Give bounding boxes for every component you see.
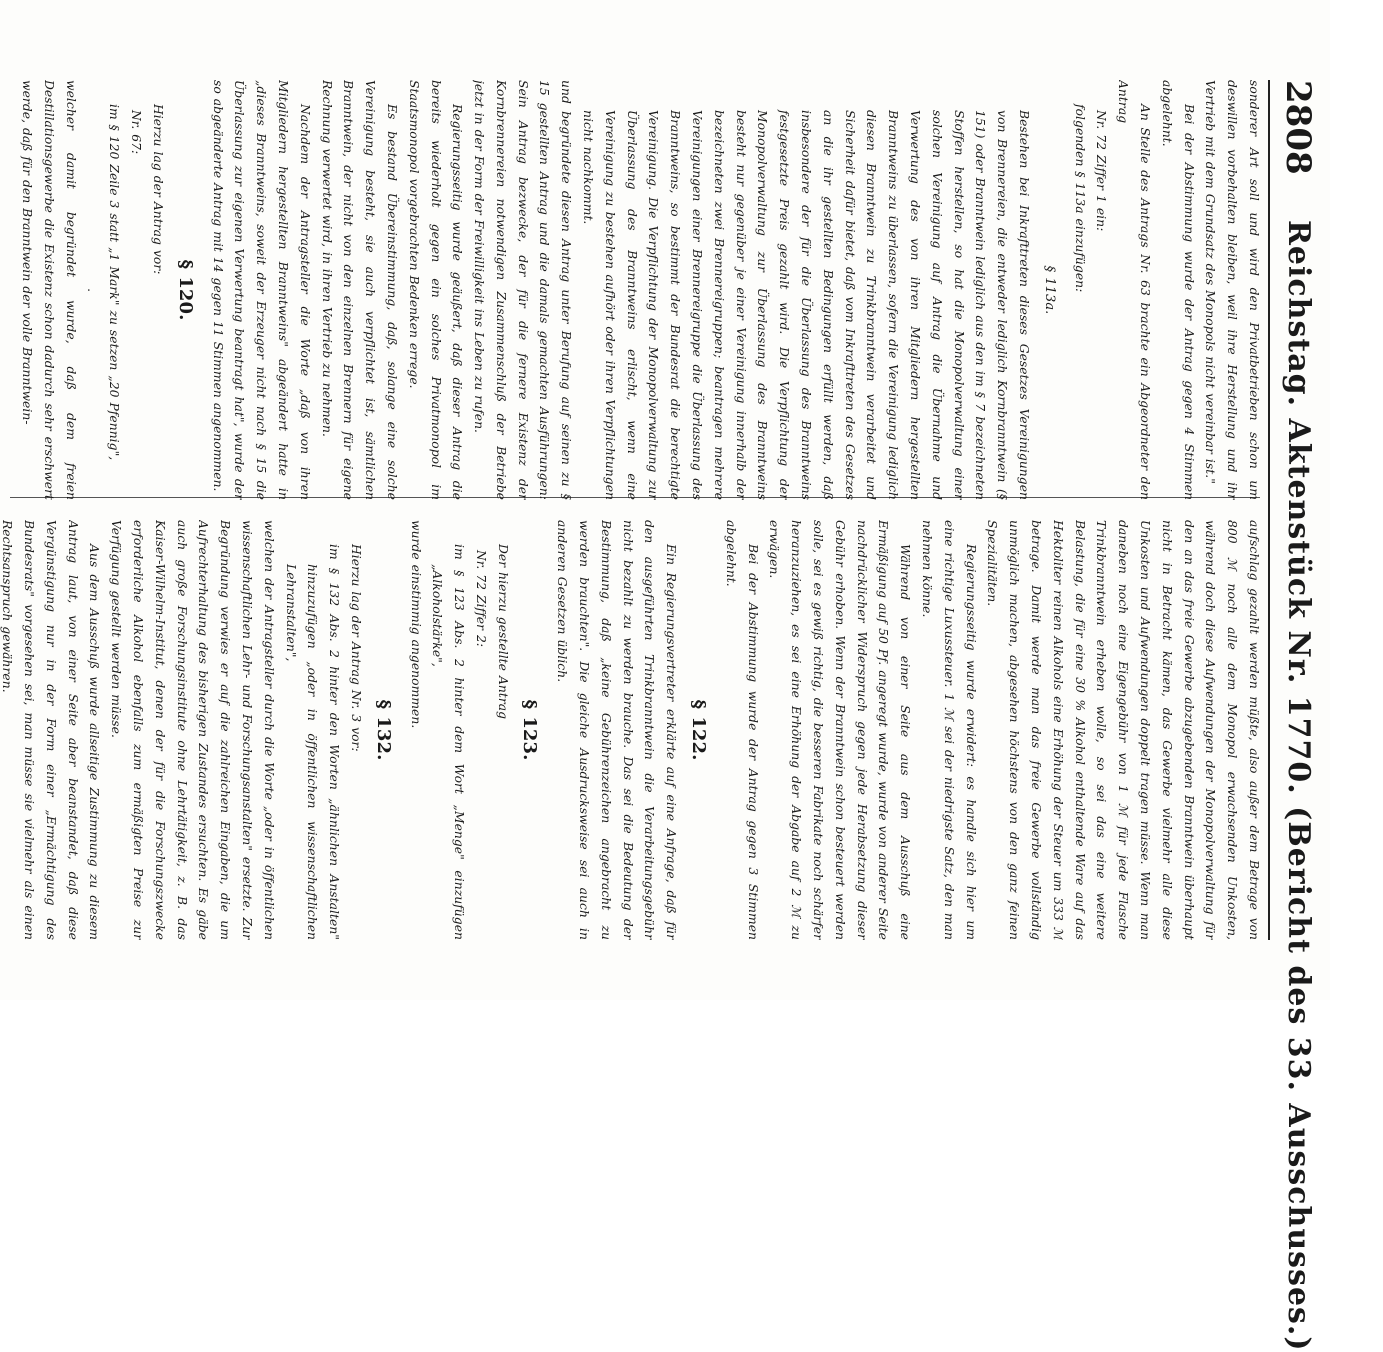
paragraph: Während von einer Seite aus dem Ausschuß eine Ermäßigung auf 50 Pf. angeregt wurde, wurde von anderer Seite nachdrücklicher Widerspruch gegen jede Herabsetzung dieser Gebühr erhoben. Wenn der Branntwein schon besteuert werden solle, sei es gewiß richtig, die besseren Fabrikate noch schärfer heranzuziehen, es sei eine Erhöhung der Abgabe auf 2 ℳ zu erwägen. (767, 520, 913, 940)
left-column (0, 80, 1264, 500)
section-heading-120: § 120. (174, 259, 196, 321)
paragraph: welcher damit begründet wurde, daß dem freien Destillationsgewerbe die Existenz schon dadurch sehr erschwert werde, daß für den Branntwein der volle Branntwein- (19, 80, 78, 500)
section-heading-113a: § 113a. (1041, 265, 1057, 315)
paragraph: sonderer Art soll und wird den Privatbetrieben schon um deswillen vorbehalten bleiben, weil ihre Herstellung und ihr Vertrieb mit dem Grundsatz des Monopols nicht vereinbar ist." (1203, 80, 1261, 500)
paragraph: Bei der Abstimmung wurde der Antrag gegen 4 Stimmen abgelehnt. (1159, 80, 1196, 500)
paragraph: Regierungsseitig wurde geäußert, daß dieser Antrag die bereits wiederholt gegen ein solches Privatmonopol im Staatsmonopol vorgebrachten Bedenken errege. (406, 80, 465, 500)
paragraph: An Stelle des Antrags Nr. 63 brachte ein Abgeordneter den Antrag (1116, 80, 1153, 500)
paragraph: Bei der Abstimmung wurde der Antrag gegen 3 Stimmen abgelehnt. (723, 520, 760, 940)
running-title: Reichstag. Aktenstück Nr. 1770. (Bericht des 33. Ausschusses.) (1281, 220, 1316, 1352)
paragraph: Hierzu lag der Antrag Nr. 3 vor: (348, 544, 363, 752)
paragraph: Regierungsseitig wurde erwidert: es handle sich hier um eine richtige Luxussteuer. 1 ℳ sei der niedrigste Satz, den man nehmen könne. (920, 520, 978, 940)
motion-text: im § 123 Abs. 2 hinter dem Wort „Menge" einzufügen „Alkoholstärke", (430, 544, 467, 940)
header-rule (1268, 80, 1270, 940)
section-heading-123: § 123. (519, 699, 541, 761)
paragraph: welchen der Antragsteller durch die Worte „oder in öffentlichen wissenschaftlichen Lehr- und Forschungsanstalten" ersetzte. Zur Begründung verwies er auf die zahlreichen Eingaben, die um Aufrechterhaltung des bisherigen Zustandes ersuchten. Es gäbe auch große Forschungsinstitute ohne Lehrtätigkeit, z. B. das Kaiser-Wilhelm-Institut, denen der für die Forschungszwecke erforderliche Alkohol ebenfalls zum ermäßigten Preise zur Verfügung gestellt werden müsse. (109, 520, 276, 940)
section-heading-132: § 132. (372, 699, 394, 761)
motion-number: Nr. 67: (129, 110, 144, 155)
paragraph: wurde einstimmig angenommen. (408, 520, 423, 729)
page-number: 2808 (1278, 80, 1318, 175)
motion-text: Bestehen bei Inkrafttreten dieses Gesetzes Vereinigungen von Brennereien, die entweder lediglich Kornbranntwein (§ 151) oder Branntwein lediglich aus den im § 7 bezeichneten Stoffen herstellen, so hat die Monopolverwaltung einer solchen Vereinigung auf Antrag die Übernahme und Verwertung des von ihren Mitgliedern hergestellten Branntweins zu überlassen, sofern die Vereinigung lediglich diesen Branntwein zu Trinkbranntwein verarbeitet und Sicherheit dafür bietet, daß vom Inkrafttreten des Gesetzes an die ihr gestellten Bedingungen erfüllt werden, daß insbesondere der für die Überlassung des Branntweins festgesetzte Preis gezahlt wird. Die Verpflichtung der Monopolverwaltung zur Überlassung des Branntweins besteht nur gegenüber je einer Vereinigung innerhalb der bezeichneten zwei Brennereigruppen; beantragen mehrere Vereinigungen einer Brennereigruppe die Überlassung des Branntweins, so bestimmt der Bundesrat die berechtigte Vereinigung. Die Verpflichtung der Monopolverwaltung zur Überlassung des Branntweins erlischt, wenn eine Vereinigung zu bestehen aufhört oder ihren Verpflichtungen nicht nachkommt. (581, 110, 1032, 500)
paragraph: Ein Regierungsvertreter erklärte auf eine Anfrage, daß für den ausgeführten Trinkbranntwein die Verarbeitungsgebühr nicht bezahlt zu werden brauche. Das sei die Bedeutung der Bestimmung, daß „keine Gebührenzeichen angebracht zu werden brauchten". Die gleiche Ausdrucksweise sei auch in anderen Gesetzen üblich. (555, 520, 679, 940)
motion-number: Nr. 72 Ziffer 2: (473, 550, 488, 648)
motion-text: im § 132 Abs. 2 hinter den Worten „ähnlichen Anstalten" hinzuzufügen „oder in öffentlichen wissenschaftlichen Lehranstalten", (283, 544, 342, 940)
paragraph: Es bestand Übereinstimmung, daß, solange eine solche Vereinigung besteht, sie auch verpflichtet ist, sämtlichen Branntwein, der nicht von den einzelnen Brennern für eigene Rechnung verwertet wird, in ihren Vertrieb zu nehmen. (319, 80, 399, 500)
motion-text: im § 120 Zeile 3 statt „1 Mark" zu setzen „20 Pfennig", (107, 104, 122, 461)
separator-dot: . (84, 288, 99, 292)
section-heading-122: § 122. (688, 699, 710, 761)
right-column (0, 520, 1264, 940)
paragraph: Der hierzu gestellte Antrag (495, 544, 510, 720)
paragraph: Aus dem Ausschuß wurde allseitige Zustimmung zu diesem Antrag laut, von einer Seite aber beanstandet, daß diese Vergünstigung nur in der Form einer „Ermächtigung des Bundesrats" vorgesehen sei, man müsse sie vielmehr als einen Rechtsanspruch gewähren. (0, 520, 102, 940)
paragraph: Hierzu lag der Antrag vor: (150, 104, 165, 275)
paragraph: Nachdem der Antragsteller die Worte „daß von ihren Mitgliedern hergestellten Branntweins" abgeändert hatte in „dieses Branntweins, soweit der Erzeuger nicht nach § 15 die Überlassung zur eigenen Verwertung beantragt hat", wurde der so abgeänderte Antrag mit 14 gegen 11 Stimmen angenommen. (210, 80, 312, 500)
page-header (1274, 80, 1326, 1352)
paragraph: aufschlag gezahlt werden müßte, also außer dem Betrage von 800 ℳ noch alle dem Monopol erwachsenden Unkosten, während doch diese Aufwendungen der Monopolverwaltung für den an das freie Gewerbe abzugebenden Branntwein überhaupt nicht in Betracht kämen, das Gewerbe vielmehr alle diese Unkosten und Aufwendungen doppelt tragen müsse. Wenn man daneben noch eine Eigengebühr von 1 ℳ für jede Flasche Trinkbranntwein erheben wolle, so sei das eine weitere Belastung, die für eine 30 % Alkohol enthaltende Ware auf das Hektoliter reinen Alkohols eine Erhöhung der Steuer um 333 ℳ betrage. Damit werde man das freie Gewerbe vollständig unmöglich machen, abgesehen höchstens von den ganz feinen Spezialitäten. (985, 520, 1261, 940)
motion-text: folgenden § 113a einzufügen: (1072, 104, 1087, 293)
paragraph: und begründete diesen Antrag unter Berufung auf seinen zu § 15 gestellten Antrag und die damals gemachten Ausführungen: Sein Antrag bezwecke, der für die fernere Existenz der Kornbrennereien notwendigen Zusammenschluß der Betriebe jetzt in der Form der Freiwilligkeit ins Leben zu rufen. (472, 80, 574, 500)
motion-number: Nr. 72 Ziffer 1 ein: (1094, 110, 1109, 232)
